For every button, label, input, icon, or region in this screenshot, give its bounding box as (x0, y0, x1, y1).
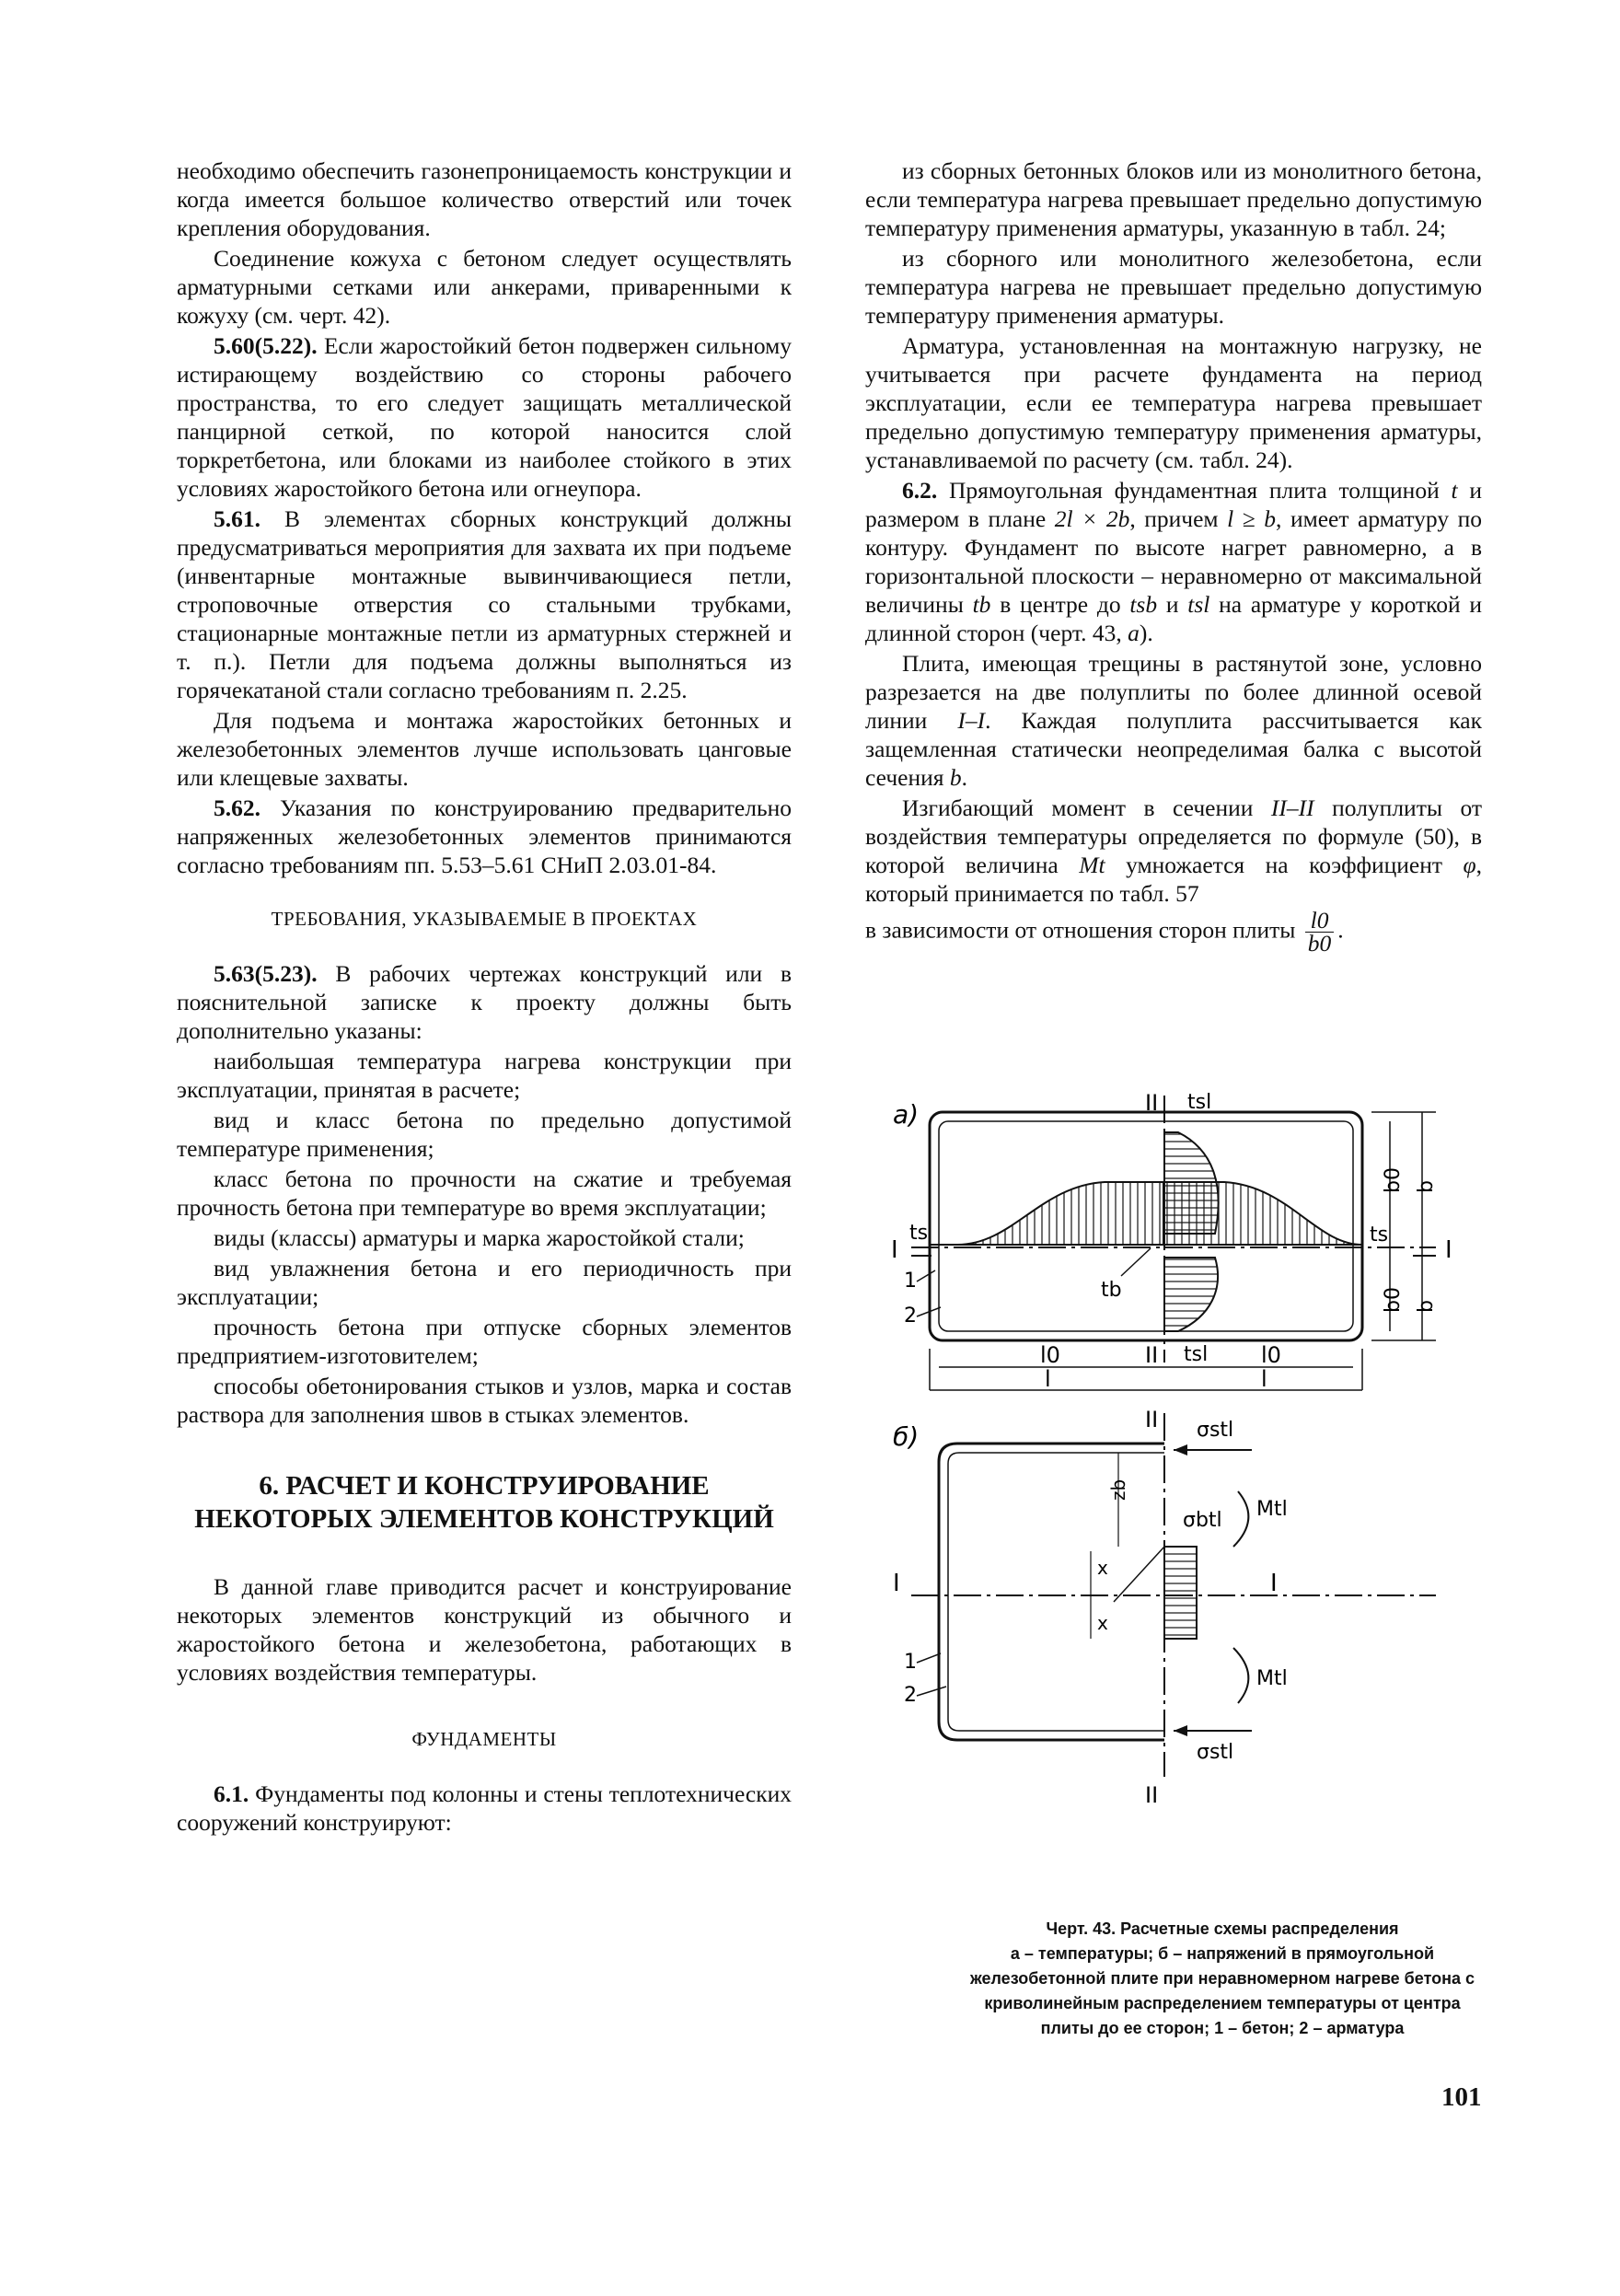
label-zb: zb (1107, 1478, 1129, 1501)
moment-arrow-bottom (1233, 1648, 1248, 1703)
label-b-top: b (1415, 1180, 1438, 1193)
caption-title: Черт. 43. Расчетные схемы распределения (1046, 1919, 1399, 1938)
math-var: φ (1463, 852, 1476, 878)
label-tb: tb (1101, 1279, 1122, 1302)
math-var: tsl (1187, 591, 1210, 618)
text-run: и размером в плане (865, 477, 1483, 532)
paragraph: необходимо обеспечить газонепроницаемость конструкции и когда имеется большое количество отверстий или точек крепления оборудования. (177, 157, 792, 241)
leader-line (917, 1270, 935, 1281)
paragraph-5-60 (177, 331, 792, 503)
temperature-distribution-left (930, 1182, 1163, 1245)
list-item: вид и класс бетона по предельно допустимой температуре применения; (177, 1107, 792, 1162)
text-run: , который принимается по табл. 57 (865, 852, 1483, 907)
label-l-right: l (1261, 1366, 1267, 1392)
paragraph (865, 907, 1482, 957)
label-x-bottom: x (1097, 1612, 1108, 1634)
paragraph (865, 794, 1482, 908)
chapter-heading (177, 1469, 792, 1536)
paragraph: из сборных бетонных блоков или из монолитного бетона, если температура нагрева превышает предельно допустимую температуру применения арматуры, указанную в табл. 24; (865, 157, 1482, 241)
math-var: t (1451, 477, 1458, 504)
figure-43-drawing (884, 1086, 1473, 1915)
math-var: 2l × 2b (1054, 505, 1130, 532)
label-II-top-b: II (1145, 1407, 1159, 1432)
label-ts-right: ts (1370, 1223, 1389, 1247)
text-run: полуплиты от воздействия температуры определяется по формуле (50), в которой величина (865, 794, 1483, 878)
label-II-bottom-b: II (1145, 1782, 1159, 1808)
clause-number: 5.62. (214, 794, 260, 821)
paragraph: В данной главе приводится расчет и конструирование некоторых элементов конструкций из обычного и жаростойкого бетона и железобетона, работающих в условиях воздействия температуры. (177, 1573, 792, 1686)
label-1-b: 1 (904, 1651, 917, 1674)
clause-number: 5.63(5.23). (214, 960, 318, 987)
label-2-a: 2 (904, 1305, 917, 1328)
text-run: . Каждая полуплита рассчитывается как защемленная статически неопределимая балка с высотой сечения (865, 707, 1483, 791)
leader-line (917, 1653, 941, 1663)
leader-line (1114, 1547, 1164, 1602)
label-ts-left: ts (909, 1222, 929, 1245)
clause-text: В элементах сборных конструкций должны предусматриваться мероприятия для захвата их при подъеме (инвентарные монтажные вывинчивающиеся петли, строповочные отверстия со стальными трубками, стационарные монтажные петли из арматурных стержней и т. п.). Петли для подъема должны выполняться из горячекатаной стали согласно требованиям п. 2.25. (177, 505, 793, 703)
clause-number: 5.60(5.22). (214, 332, 318, 359)
fraction-denominator: b0 (1307, 930, 1332, 957)
label-sigma-btl: σbtl (1183, 1509, 1222, 1532)
leader-line (1121, 1248, 1151, 1276)
paragraph-5-61 (177, 504, 792, 704)
leader-line (917, 1687, 946, 1696)
list-item: способы обетонирования стыков и узлов, марка и состав раствора для заполнения швов в стыках элементов. (177, 1373, 792, 1428)
label-b0-top: b0 (1382, 1167, 1405, 1193)
text-run: в зависимости от отношения сторон плиты (865, 916, 1296, 944)
left-column (177, 157, 792, 1838)
text-run: . (961, 764, 967, 791)
arrowhead (1174, 1444, 1187, 1455)
section-heading-requirements: ТРЕБОВАНИЯ, УКАЗЫВАЕМЫЕ В ПРОЕКТАХ (271, 908, 698, 930)
list-item: вид увлажнения бетона и его периодичность при эксплуатации; (177, 1255, 792, 1310)
fraction-l0-b0 (1305, 907, 1335, 957)
label-I-right-b: I (1270, 1570, 1278, 1597)
math-var: а (1128, 620, 1140, 646)
label-II-bottom: II (1145, 1342, 1159, 1368)
label-b-bottom: b (1415, 1300, 1438, 1313)
clause-text: Фундаменты под колонны и стены теплотехнических сооружений конструируют: (177, 1780, 793, 1836)
label-II-top: II (1145, 1090, 1159, 1116)
list-item: наибольшая температура нагрева конструкции при эксплуатации, принятая в расчете; (177, 1048, 792, 1103)
label-sigma-stl-bottom: σstl (1197, 1741, 1234, 1764)
label-I-left-b: I (893, 1570, 900, 1597)
paragraph-5-63 (177, 959, 792, 1045)
arrowhead (1174, 1725, 1187, 1736)
label-I-right: I (1445, 1236, 1452, 1264)
right-column (865, 157, 1482, 957)
label-Mtl-top: Mtl (1256, 1498, 1288, 1521)
paragraph-6-1 (177, 1780, 792, 1837)
label-l0-left: l0 (1040, 1342, 1060, 1368)
section-heading-foundations: ФУНДАМЕНТЫ (411, 1728, 557, 1750)
text-run: Изгибающий момент в сечении (902, 794, 1254, 821)
label-a: а) (893, 1099, 920, 1130)
math-var: b (949, 764, 962, 791)
figure-caption (965, 1917, 1480, 2041)
clause-number: 6.1. (214, 1780, 249, 1807)
paragraph (865, 649, 1482, 792)
fraction-numerator: l0 (1305, 910, 1335, 933)
text-run: на арматуре у короткой и длинной сторон (черт. 43, (865, 591, 1483, 646)
half-plate-outline (939, 1444, 1164, 1740)
text-run: в центре до (1000, 591, 1121, 618)
half-plate-reinforcement (948, 1453, 1164, 1731)
label-b: б) (893, 1421, 920, 1452)
label-1-a: 1 (904, 1270, 917, 1293)
text-run: и (1165, 591, 1179, 618)
label-b0-bottom: b0 (1382, 1287, 1405, 1313)
list-item: класс бетона по прочности на сжатие и требуемая прочность бетона при температуре во время эксплуатации; (177, 1165, 792, 1221)
label-l0-right: l0 (1261, 1342, 1281, 1368)
math-var: I–I (957, 707, 986, 734)
temperature-distribution-top (1164, 1132, 1219, 1234)
paragraph: из сборного или монолитного железобетона, если температура нагрева не превышает предельно допустимую температуру применения арматуры. (865, 245, 1482, 329)
paragraph-6-2 (865, 476, 1482, 647)
paragraph-5-62 (177, 794, 792, 879)
math-var: Mt (1079, 852, 1105, 878)
caption-text: а – температуры; б – напряжений в прямоугольной железобетонной плите при неравномерном нагреве бетона с криволинейным распределением температуры от центра плиты до ее сторон; 1 – бетон; 2 – арматура (969, 1944, 1475, 2037)
page-number: 101 (1441, 2082, 1482, 2112)
label-tsl-top: tsl (1187, 1091, 1212, 1114)
figure-43 (884, 1086, 1473, 1915)
text-run: . (1337, 916, 1344, 944)
moment-arrow-top (1233, 1491, 1248, 1547)
math-var: l ≥ b (1227, 505, 1277, 532)
label-I-left: I (891, 1236, 898, 1264)
clause-number: 6.2. (902, 477, 938, 504)
clause-text: В рабочих чертежах конструкций или в пояснительной записке к проекту должны быть дополнительно указаны: (177, 960, 792, 1044)
label-tsl-bottom: tsl (1184, 1343, 1209, 1366)
text-run: ). (1139, 620, 1153, 646)
list-item: прочность бетона при отпуске сборных элементов предприятием-изготовителем; (177, 1314, 792, 1369)
label-x-top: x (1097, 1557, 1108, 1579)
clause-text: Указания по конструированию предварительно напряженных железобетонных элементов принимаются согласно требованиям пп. 5.53–5.61 СНиП 2.03.01-84. (177, 794, 792, 878)
label-sigma-stl-top: σstl (1197, 1419, 1234, 1442)
paragraph: Арматура, установленная на монтажную нагрузку, не учитывается при расчете фундамента на период эксплуатации, если ее температура нагрева превышает предельно допустимую температуру применения арматуры, устанавливаемой по расчету (см. табл. 24). (865, 332, 1482, 473)
paragraph: Для подъема и монтажа жаростойких бетонных и железобетонных элементов лучше использовать цанговые или клещевые захваты. (177, 707, 792, 791)
text-run: Плита, имеющая трещины в растянутой зоне, условно разрезается на две полуплиты по более длинной осевой линии (865, 650, 1482, 734)
temperature-distribution-bottom (1164, 1258, 1218, 1331)
math-var: tsb (1129, 591, 1158, 618)
chapter-heading-line: НЕКОТОРЫХ ЭЛЕМЕНТОВ КОНСТРУКЦИЙ (194, 1504, 774, 1534)
math-var: tb (972, 591, 991, 618)
label-2-b: 2 (904, 1684, 917, 1707)
clause-text: Если жаростойкий бетон подвержен сильному истирающему воздействию со стороны рабочего пространства, то его следует защищать металлической панцирной сеткой, по которой наносится слой торкретбетона, или блоками из наиболее стойкого в этих условиях жаростойкого бетона или огнеупора. (177, 332, 792, 502)
chapter-heading-line: 6. РАСЧЕТ И КОНСТРУИРОВАНИЕ (259, 1471, 710, 1501)
text-run: , имеет арматуру по контуру. Фундамент по высоте нагрет равномерно, а в горизонтальной плоскости – неравномерно от максимальной величины (865, 505, 1483, 618)
label-l-left: l (1045, 1366, 1051, 1392)
label-Mtl-bottom: Mtl (1256, 1667, 1288, 1690)
text-run: Прямоугольная фундаментная плита толщиной (949, 477, 1440, 504)
list-item: виды (классы) арматуры и марка жаростойкой стали; (214, 1224, 745, 1251)
text-run: , причем (1129, 505, 1219, 532)
clause-number: 5.61. (214, 505, 260, 532)
math-var: II–II (1270, 794, 1314, 821)
paragraph: Соединение кожуха с бетоном следует осуществлять арматурными сетками или анкерами, приваренными к кожуху (см. черт. 42). (177, 245, 792, 329)
text-run: умножается на коэффициент (1126, 852, 1443, 878)
stress-diagram (1164, 1547, 1197, 1639)
